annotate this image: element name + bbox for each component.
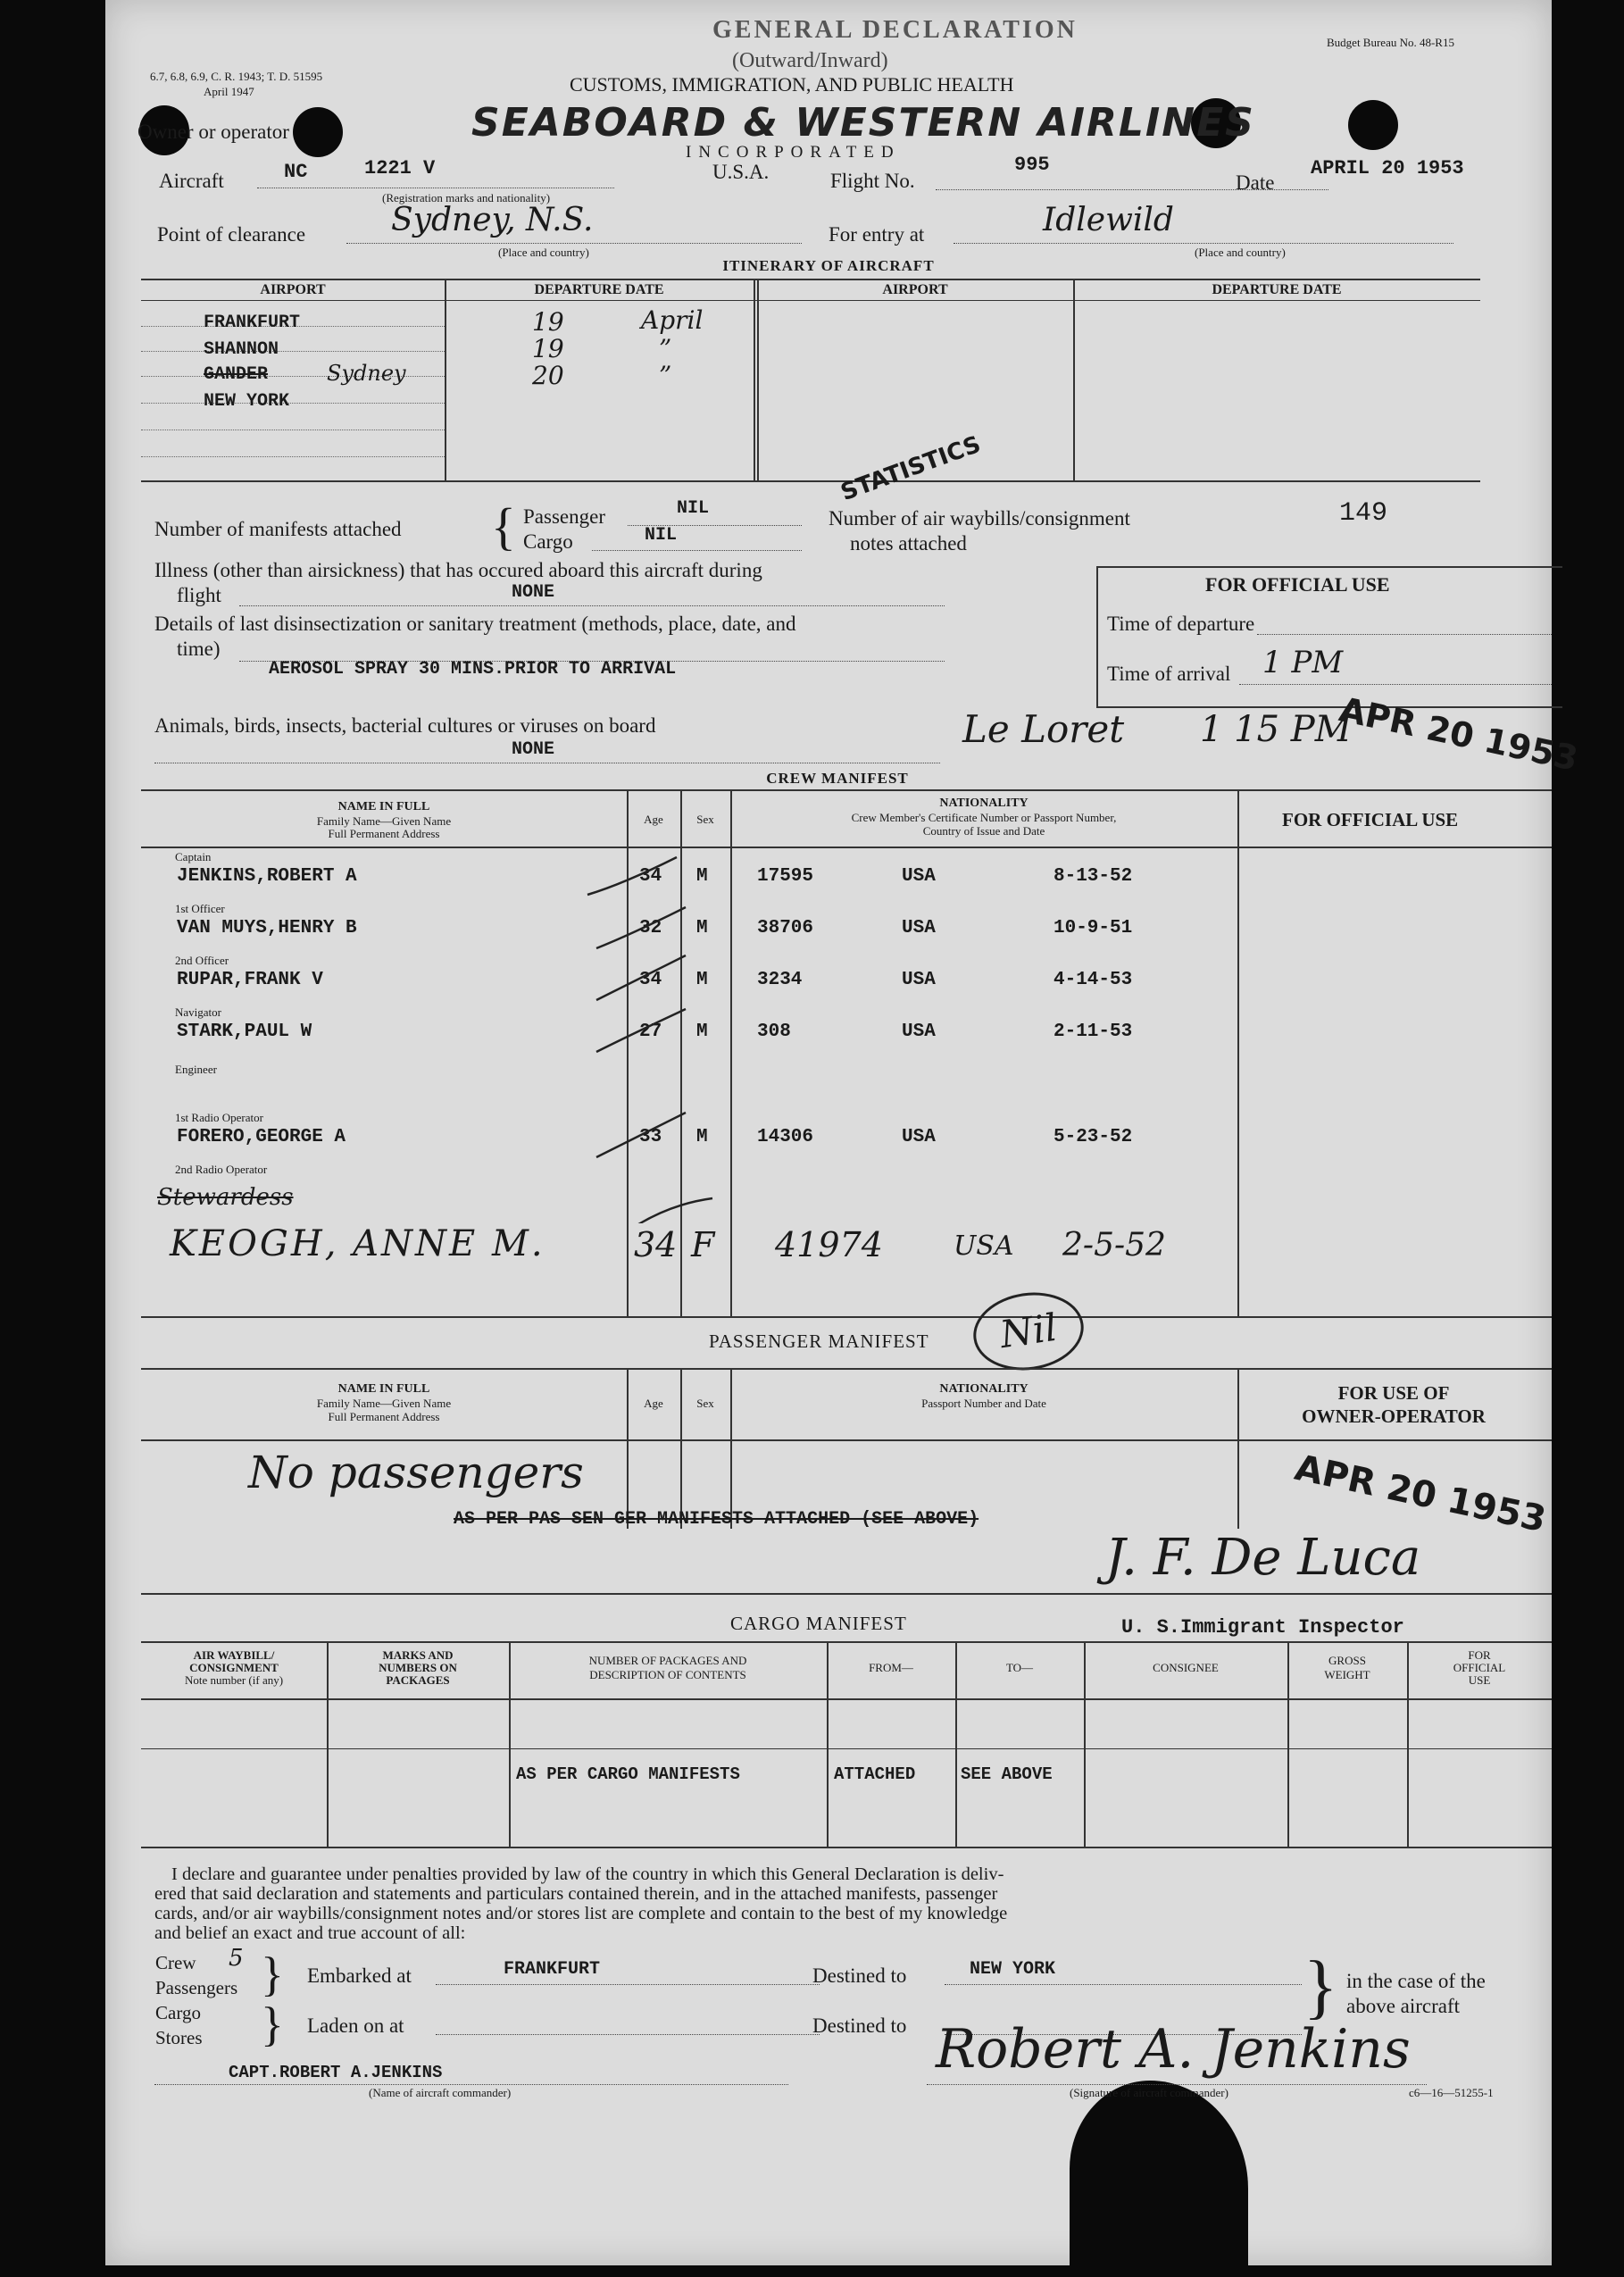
authority-date: April 1947 [204,85,254,98]
crew-cert-handwritten: 41974 [775,1225,883,1264]
crew-cert: 3234 [757,970,803,990]
destined-label-2: Destined to [812,2014,907,2037]
crew-role: 1st Radio Operator [175,1111,263,1124]
cargo-col-waybill: AIR WAYBILL/ [193,1648,275,1662]
departure-time-label: Time of departure [1107,613,1255,635]
cargo-row-description: AS PER CARGO MANIFESTS [516,1764,740,1784]
crew-sex: M [696,918,708,938]
budget-number: Budget Bureau No. 48-R15 [1327,36,1454,49]
waybills-label-2: notes attached [850,532,967,555]
crew-country: USA [902,918,936,938]
crew-col-official: FOR OFFICIAL USE [1282,809,1459,830]
crew-col-name-2: Family Name—Given Name [316,814,452,828]
owner-label: Owner or operator [137,121,289,143]
official-signature: Le Loret [962,707,1125,751]
passengers-count-label: Passengers [155,1977,238,1998]
crew-age-handwritten: 34 [634,1225,678,1264]
crew-cert: 308 [757,1022,791,1042]
commander-signature-note: (Signature of aircraft commander) [1070,2086,1228,2099]
itinerary-title: ITINERARY OF AIRCRAFT [722,257,935,274]
itinerary-col-airport-2: AIRPORT [882,282,948,297]
itinerary-month: April [641,305,704,335]
destined-label: Destined to [812,1964,907,1987]
crew-age: 27 [639,1022,662,1042]
crew-role: 1st Officer [175,902,225,915]
cargo-manifest-title: CARGO MANIFEST [730,1613,907,1634]
crew-date: 8-13-52 [1054,866,1133,887]
country: U.S.A. [712,161,770,183]
inspector-signature: J. F. De Luca [1105,1529,1421,1587]
official-time: 1 15 PM [1200,709,1352,750]
clearance-label: Point of clearance [157,223,306,246]
passenger-col-name-2: Family Name—Given Name [316,1397,452,1410]
torn-edge [1070,2081,1248,2277]
passenger-col-nationality: NATIONALITY [939,1382,1029,1396]
cargo-col-consignee: CONSIGNEE [1153,1661,1219,1674]
outward-inward: (Outward/Inward) [732,49,888,72]
crew-cert: 38706 [757,918,814,938]
disinsect-value: AEROSOL SPRAY 30 MINS.PRIOR TO ARRIVAL [269,659,677,680]
declaration-text-2: ered that said declaration and statements and particulars contained therein, and in the attached manifests, passenger [154,1884,998,1904]
disinsect-label: Details of last disinsectization or sanitary treatment (methods, place, date, and [154,613,796,635]
crew-name-handwritten: KEOGH, ANNE M. [170,1223,545,1264]
declaration-text: I declare and guarantee under penalties provided by law of the country in which this General Declaration is deliv- [171,1864,1004,1884]
itinerary-col-departure: DEPARTURE DATE [534,282,664,297]
crew-sex: M [696,970,708,990]
crew-col-sex: Sex [696,813,714,826]
crew-country: USA [902,970,936,990]
cargo-col-waybill-2: CONSIGNMENT [189,1661,279,1674]
crew-col-age: Age [644,813,663,826]
cargo-col-weight-2: WEIGHT [1324,1668,1370,1681]
commander-name-note: (Name of aircraft commander) [369,2086,512,2099]
embarked-label: Embarked at [307,1964,412,1987]
case-text: in the case of the [1346,1970,1486,1992]
arrival-date-stamp: APR 20 1953 [1336,689,1582,779]
manifests-label: Number of manifests attached [154,518,402,540]
crew-count-value: 5 [229,1945,244,1972]
crew-role: Captain [175,850,212,863]
passenger-manifest-label: Passenger [523,505,605,528]
itinerary-day: 20 [532,361,564,390]
crew-name: VAN MUYS,HENRY B [177,918,357,938]
animals-value: NONE [512,739,555,760]
itinerary-airport: NEW YORK [204,391,290,412]
cargo-col-packages-2: DESCRIPTION OF CONTENTS [589,1668,746,1681]
crew-role-handwritten: Stewardess [157,1184,294,1211]
cargo-manifest-value: NIL [645,525,678,546]
agencies: CUSTOMS, IMMIGRATION, AND PUBLIC HEALTH [570,73,1014,96]
crew-cert: 14306 [757,1127,814,1147]
itinerary-month: ” [659,361,672,390]
commander-signature: Robert A. Jenkins [936,2018,1411,2081]
manifests-brace: { [491,497,516,555]
form-title: GENERAL DECLARATION [712,16,1078,44]
crew-date: 4-14-53 [1054,970,1133,990]
illness-value: NONE [512,582,555,603]
date-value: APRIL 20 1953 [1311,157,1464,179]
crew-role: 2nd Officer [175,954,229,967]
cargo-col-official: FOR [1468,1648,1491,1662]
passenger-col-nationality-2: Passport Number and Date [921,1397,1046,1410]
case-text-2: above aircraft [1346,1995,1461,2017]
crew-sex-handwritten: F [691,1225,715,1264]
passenger-date-stamp: APR 20 1953 [1291,1447,1550,1541]
cargo-col-marks: MARKS AND [382,1648,454,1662]
cargo-col-from: FROM— [869,1661,913,1674]
crew-col-nationality: NATIONALITY [939,797,1029,810]
crew-col-name: NAME IN FULL [337,800,430,813]
arrival-time-label: Time of arrival [1107,663,1231,685]
crew-sex: M [696,1022,708,1042]
crew-date: 5-23-52 [1054,1127,1133,1147]
crew-date: 10-9-51 [1054,918,1133,938]
itinerary-airport-struck: GANDER [204,364,269,385]
crew-country: USA [902,1127,936,1147]
itinerary-airport: FRANKFURT [204,313,301,333]
cargo-manifest-label: Cargo [523,530,573,553]
punch-hole [1348,100,1398,150]
no-passengers-note: No passengers [248,1447,584,1498]
aircraft-value: 1221 V [364,157,436,179]
passenger-col-sex: Sex [696,1397,714,1410]
declaration-text-3: cards, and/or air waybills/consignment notes and/or stores list are complete and contain to the best of my knowledge [154,1904,1008,1923]
declaration-sheet [105,0,1582,2265]
disinsect-label-time: time) [177,638,221,660]
crew-age: 34 [639,970,662,990]
passenger-col-owner: FOR USE OF [1337,1382,1450,1404]
passenger-nil-circle: Nil [969,1286,1089,1377]
crew-date: 2-11-53 [1054,1022,1133,1042]
crew-cert: 17595 [757,866,814,887]
passenger-col-owner-2: OWNER-OPERATOR [1302,1405,1486,1427]
crew-name: RUPAR,FRANK V [177,970,323,990]
crew-name: STARK,PAUL W [177,1022,312,1042]
waybills-value: 149 [1339,498,1388,529]
embarked-value: FRANKFURT [504,1959,601,1980]
cargo-row-to: SEE ABOVE [961,1764,1053,1784]
crew-role: 2nd Radio Operator [175,1163,268,1176]
cargo-col-marks-2: NUMBERS ON [379,1661,457,1674]
clearance-value: Sydney, N.S. [391,202,594,238]
crew-age: 34 [639,866,662,887]
crew-sex: M [696,1127,708,1147]
crew-check-marks [570,848,748,1223]
inspector-title: U. S.Immigrant Inspector [1121,1616,1404,1639]
crew-col-nationality-2: Crew Member's Certificate Number or Passport Number, [851,811,1117,824]
crew-count-label: Crew [155,1952,196,1973]
cargo-col-to: TO— [1005,1661,1034,1674]
cargo-count-label: Cargo [155,2002,201,2023]
cargo-col-marks-3: PACKAGES [386,1673,450,1687]
commander-name: CAPT.ROBERT A.JENKINS [229,2063,443,2082]
cargo-row-from: ATTACHED [834,1764,916,1784]
aircraft-note: (Registration marks and nationality) [382,191,551,204]
crew-col-name-3: Full Permanent Address [328,827,440,840]
declaration-text-4: and belief an exact and true account of all: [154,1923,466,1943]
itinerary-airport-handwritten: Sydney [327,361,406,386]
crew-date-handwritten: 2-5-52 [1062,1227,1166,1264]
aircraft-nc: NC [284,161,308,183]
declaration-brace-2: } [261,1998,284,2051]
crew-name: FORERO,GEORGE A [177,1127,346,1147]
incorporated: INCORPORATED [686,143,901,162]
stores-count-label: Stores [155,2027,203,2048]
passenger-struck-line: AS PER PAS SEN GER MANIFESTS ATTACHED (SEE ABOVE) [454,1509,979,1530]
crew-role: Navigator [175,1005,221,1019]
place-note: (Place and country) [498,246,589,259]
passenger-col-name-3: Full Permanent Address [328,1410,440,1423]
cargo-col-weight: GROSS [1328,1654,1366,1667]
destined-value: NEW YORK [970,1959,1056,1980]
itinerary-col-airport: AIRPORT [260,282,326,297]
animals-label: Animals, birds, insects, bacterial cultures or viruses on board [154,714,656,737]
statistics-stamp: STATISTICS [837,430,985,507]
date-label: Date [1236,171,1275,194]
flight-no: 995 [1014,154,1050,176]
punch-hole [293,107,343,157]
authority-line: 6.7, 6.8, 6.9, C. R. 1943; T. D. 51595 [150,70,323,83]
illness-label: Illness (other than airsickness) that has occured aboard this aircraft during [154,559,762,581]
entry-label: For entry at [829,223,925,246]
cargo-col-official-3: USE [1468,1673,1491,1687]
flight-no-label: Flight No. [830,170,915,192]
crew-name: JENKINS,ROBERT A [177,866,357,887]
form-code: c6—16—51255-1 [1409,2086,1494,2099]
crew-country: USA [902,1022,936,1042]
crew-country: USA [902,866,936,887]
illness-label-flight: flight [177,584,221,606]
crew-country-handwritten: USA [954,1230,1014,1262]
itinerary-day: 19 [532,307,564,337]
cargo-col-packages: NUMBER OF PACKAGES AND [588,1654,747,1667]
passenger-col-name: NAME IN FULL [337,1382,430,1396]
airline-name: SEABOARD & WESTERN AIRLINES [471,100,1255,146]
crew-age: 33 [639,1127,662,1147]
case-brace: } [1303,1948,1338,2026]
crew-age: 32 [639,918,662,938]
passenger-col-age: Age [644,1397,663,1410]
place-note-2: (Place and country) [1195,246,1286,259]
crew-manifest-title: CREW MANIFEST [766,770,909,787]
declaration-brace: } [261,1948,284,2001]
crew-sex: M [696,866,708,887]
crew-role: Engineer [175,1063,217,1076]
passenger-manifest-title: PASSENGER MANIFEST [709,1330,929,1352]
itinerary-col-departure-2: DEPARTURE DATE [1212,282,1342,297]
crew-col-nationality-3: Country of Issue and Date [922,824,1045,838]
cargo-col-waybill-3: Note number (if any) [184,1673,284,1687]
itinerary-month: ” [659,334,672,363]
entry-value: Idlewild [1043,202,1174,238]
itinerary-airport: SHANNON [204,339,279,360]
official-use-title: FOR OFFICIAL USE [1205,573,1390,596]
cargo-col-official-2: OFFICIAL [1453,1661,1506,1674]
waybills-label: Number of air waybills/consignment [829,507,1130,530]
aircraft-label: Aircraft [159,170,224,192]
itinerary-day: 19 [532,334,564,363]
passenger-manifest-value: NIL [677,498,710,519]
arrival-time-value: 1 PM [1262,645,1344,680]
laden-label: Laden on at [307,2014,404,2037]
